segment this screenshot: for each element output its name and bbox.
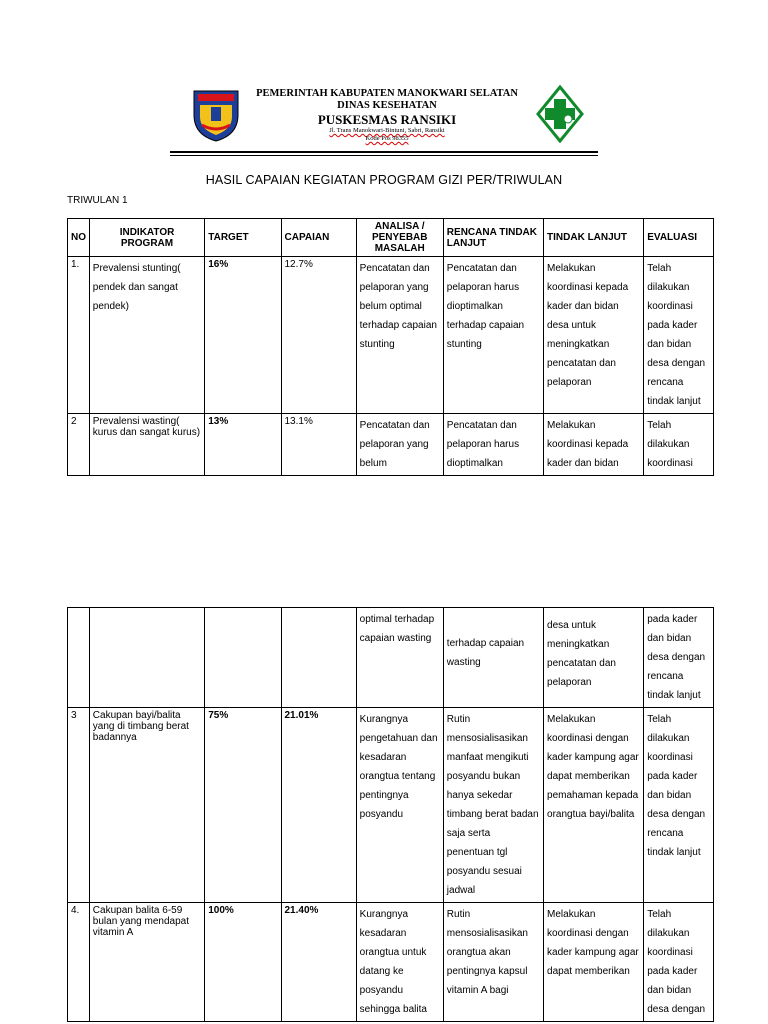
table-row [68,414,714,476]
col-header-target: TARGET [205,219,281,257]
cell-tindak: Melakukan koordinasi dengan kader kampung agar dapat memberikan [544,903,644,1022]
col-header-tindak: TINDAK LANJUT [544,219,644,257]
puskesmas-logo [536,85,584,143]
cell-no: 3 [68,708,90,903]
col-header-evaluasi: EVALUASI [644,219,714,257]
letterhead-government: PEMERINTAH KABUPATEN MANOKWARI SELATAN [256,88,518,99]
cell-analisa: Kurangnya pengetahuan dan kesadaran orangtua tentang pentingnya posyandu [356,708,443,903]
cell-tindak: Melakukan koordinasi dengan kader kampung agar dapat memberikan pemahaman kepada orangtua bayi/balita [544,708,644,903]
cell-capaian: 13.1% [281,414,356,476]
cell-indikator: Cakupan bayi/balita yang di timbang berat badannya [89,708,204,903]
col-header-no: NO [68,219,90,257]
cell-no: 1. [68,257,90,414]
table-header-row [68,219,714,257]
letterhead-address: Jl. Trans Manokwari-Bintuni, Sabri, Ransiki [329,127,445,134]
cell-rencana: Pencatatan dan pelaporan harus dioptimalkan [443,414,543,476]
cell-capaian [281,608,356,708]
cell-tindak: Melakukan koordinasi kepada kader dan bidan [544,414,644,476]
cell-evaluasi: Telah dilakukan koordinasi pada kader dan bidan desa dengan rencana tindak lanjut [644,257,714,414]
cell-target: 100% [205,903,281,1022]
cell-analisa: Pencatatan dan pelaporan yang belum [356,414,443,476]
period-label: TRIWULAN 1 [67,195,128,206]
cell-no: 2 [68,414,90,476]
letterhead-rule-thin [170,155,598,156]
cell-evaluasi: Telah dilakukan koordinasi pada kader dan bidan desa dengan [644,903,714,1022]
cell-target: 75% [205,708,281,903]
table-row [68,903,714,1022]
cell-indikator [89,608,204,708]
cell-analisa: optimal terhadap capaian wasting [356,608,443,708]
cell-tindak: Melakukan koordinasi kepada kader dan bidan desa untuk meningkatkan pencatatan dan pelaporan [544,257,644,414]
table-row [68,708,714,903]
program-table-part1 [67,218,714,476]
cell-analisa: Pencatatan dan pelaporan yang belum optimal terhadap capaian stunting [356,257,443,414]
table-row [68,257,714,414]
letterhead-department: DINAS KESEHATAN [337,100,437,111]
cell-indikator: Prevalensi wasting( kurus dan sangat kurus) [89,414,204,476]
cell-indikator: Prevalensi stunting( pendek dan sangat pendek) [89,257,204,414]
letterhead-puskesmas: PUSKESMAS RANSIKI [317,112,457,127]
table-row [68,608,714,708]
cell-rencana: terhadap capaian wasting [443,608,543,708]
cell-tindak: desa untuk meningkatkan pencatatan dan pelaporan [544,608,644,708]
col-header-indikator: INDIKATOR PROGRAM [89,219,204,257]
cell-indikator: Cakupan balita 6-59 bulan yang mendapat vitamin A [89,903,204,1022]
program-table-part2 [67,607,714,1022]
col-header-capaian: CAPAIAN [281,219,356,257]
cell-target: 16% [205,257,281,414]
letterhead [244,88,530,143]
cell-rencana: Pencatatan dan pelaporan harus dioptimalkan terhadap capaian stunting [443,257,543,414]
cell-capaian: 21.40% [281,903,356,1022]
cell-rencana: Rutin mensosialisasikan manfaat mengikuti posyandu bukan hanya sekedar timbang berat badan saja serta penentuan tgl posyandu sesuai jadwal [443,708,543,903]
cell-target: 13% [205,414,281,476]
cell-evaluasi: Telah dilakukan koordinasi [644,414,714,476]
document-title: HASIL CAPAIAN KEGIATAN PROGRAM GIZI PER/TRIWULAN [205,173,563,187]
cell-target [205,608,281,708]
cell-no: 4. [68,903,90,1022]
cell-analisa: Kurangnya kesadaran orangtua untuk datang ke posyandu sehingga balita [356,903,443,1022]
col-header-analisa: ANALISA / PENYEBAB MASALAH [356,219,443,257]
cell-rencana: Rutin mensosialisasikan orangtua akan pentingnya kapsul vitamin A bagi [443,903,543,1022]
cell-evaluasi: pada kader dan bidan desa dengan rencana tindak lanjut [644,608,714,708]
cell-capaian: 12.7% [281,257,356,414]
regency-emblem-logo [190,85,242,143]
letterhead-postal: Kode Pos 98355 [365,135,409,142]
cell-evaluasi: Telah dilakukan koordinasi pada kader dan bidan desa dengan rencana tindak lanjut [644,708,714,903]
cell-capaian: 21.01% [281,708,356,903]
col-header-rencana: RENCANA TINDAK LANJUT [443,219,543,257]
letterhead-rule-thick [170,151,598,153]
cell-no [68,608,90,708]
